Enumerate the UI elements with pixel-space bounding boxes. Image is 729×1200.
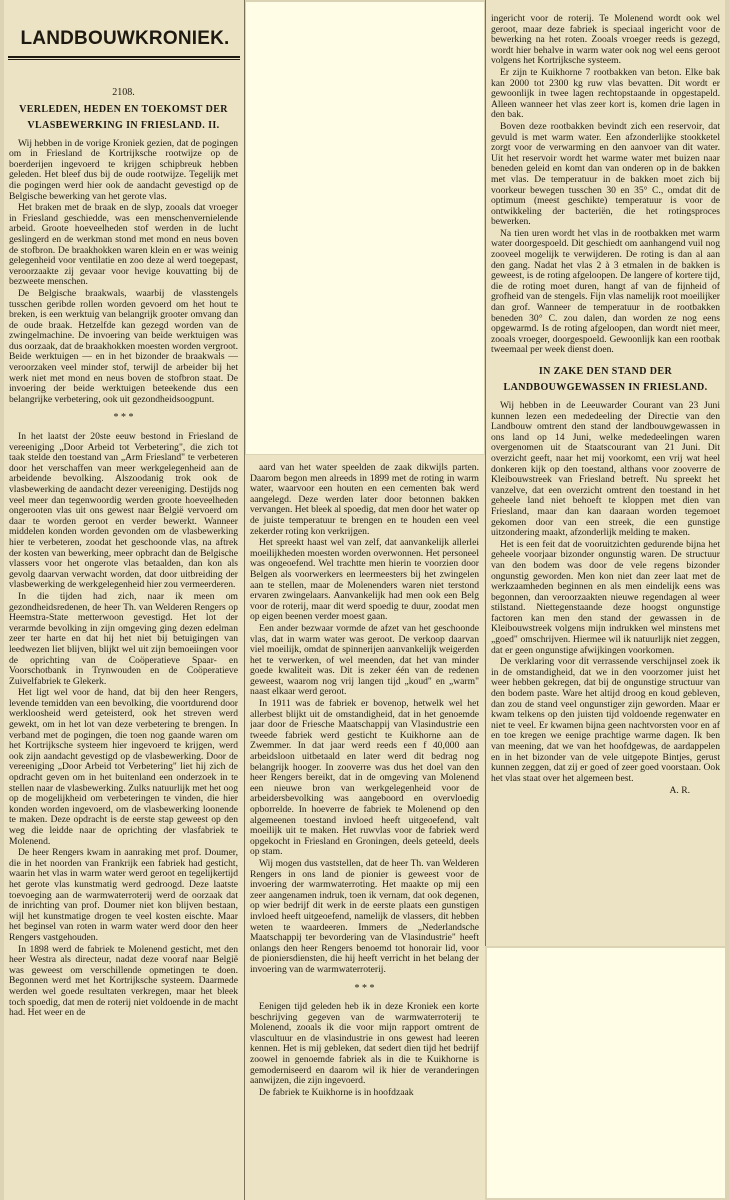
author-signature: A. R. (669, 785, 690, 797)
section-separator: * * * (354, 982, 375, 994)
middle-column-text (250, 463, 479, 1195)
paragraph: Eenigen tijd geleden heb ik in deze Kroniek een korte beschrijving gegeven van de warmwaterroterij te Molenend, zooals ik die voor mijn rapport omtrent de vlascultuur en de vlasindustrie in ons gewest had leeren kennen. Het is mij gebleken, dat sedert dien tijd het bedrijf zoowel in genoemde fabriek als in die te Kuikhorne is gemoderniseerd en daarom wil ik hier de veranderingen aanwijzen, die zijn ingevoerd. (250, 1001, 479, 1087)
paragraph: De fabriek te Kuikhorne is in hoofdzaak (259, 1086, 414, 1098)
paragraph: Boven deze rootbakken bevindt zich een reservoir, dat gevuld is met warm water. Een afzonderlijke stookketel zorgt voor de verwarming en den aanvoer van dit water. Uit het reservoir wordt het warme water met buizen naar beneden geleid en komt dan van onderen op in de bakken met vlas. De temperatuur in de bakken moet zich bij voorkeur bewegen tusschen 30 en 35° C., omdat dit de optimum (meest geschikte) temperatuur is voor de ontwikkeling der bacteriën, die het rotingsproces bewerken. (491, 120, 720, 228)
blank-panel-top-middle (246, 2, 484, 454)
blank-panel-bottom-right (487, 948, 725, 1198)
section-heading: IN ZAKE DEN STAND DER LANDBOUWGEWASSEN IN FRIESLAND. (503, 366, 708, 393)
section-separator: * * * (113, 412, 134, 424)
paragraph: ingericht voor de roterij. Te Molenend wordt ook wel geroot, maar deze fabriek is speciaal ingericht voor de bewerking na het roten. Zooals vroeger reeds is gezegd, wordt hier behalve in warm water ook nog wel eens geroot volgens het Kortrijksche systeem. (491, 14, 720, 67)
chronicle-number: 2108. (112, 87, 135, 98)
title-rule (8, 56, 240, 58)
paragraph: Wij mogen dus vaststellen, dat de heer Th. van Welderen Rengers in ons land de pionier is geweest voor de invoering der warmwaterroting. Het maakte op mij een zeer aangenamen indruk, toen ik vernam, dat ook degenen, op wier bedrijf dit werk in de eerste plaats een gunstigen invloed heeft uitgeoefend, namelijk de vlassers, dit hebben weten te waardeeren. Immers de „Nederlandsche Maatschappij ter bevordering van de Vlasindustrie" heeft onlangs den heer Rengers benoemd tot honorair lid, voor de pioniersdiensten, die hij heeft verricht in het belang der invoering van de warmwaterroterij. (250, 857, 479, 975)
left-column-text (9, 82, 238, 1194)
paragraph: In 1911 was de fabriek er bovenop, hetwelk wel het allerbest blijkt uit de omstandigheid, dat in het genoemde jaar door de Friesche Maatschappij van Vlasindustrie een tweede fabriek werd gesticht te Kuikhorne aan de Zwemmer. In dat jaar werd reeds een f 40,000 aan arbeidsloon uitbetaald en later werd dit bedrag nog belangrijk hooger. In zooverre was dus het doel van den heer Rengers bereikt, dat in de omgeving van Molenend een nieuwe bron van werkgelegenheid voor de arbeidersbevolking was aangeboord en overvloedig opborrelde. In hoeverre de fabriek te Molenend op den algemeenen toestand invloed heeft uitgeoefend, valt moeilijk uit te maken. Het ruwvlas voor de fabriek werd opgekocht in Friesland en Groningen, deels geteeld, deels op stam. (250, 698, 479, 858)
paragraph: Er zijn te Kuikhorne 7 rootbakken van beton. Elke bak kan 2000 tot 2300 kg ruw vlas bevatten. Dit wordt er gewoonlijk in twee lagen rechtopstaande in opgestapeld. Alleen wanneer het vlas zeer kort is, komen drie lagen in den bak. (491, 66, 720, 121)
paragraph: Het spreekt haast wel van zelf, dat aanvankelijk allerlei moeilijkheden moesten worden overwonnen. Het personeel was ongeoefend. Wel trachtte men hierin te voorzien door Belgen als voorwerkers en leermeesters bij het zwingelen aan te stellen, maar de Molenenders waren niet terstond ervaren zwingelaars. Aanvankelijk had men ook een Belg voor de roterij, maar dit werd spoedig te duur, zoodat men op eigen beenen verder moest gaan. (250, 537, 479, 623)
paragraph: De verklaring voor dit verrassende verschijnsel zoek ik in de omstandigheid, dat we in den voorzomer juist het weer hebben gekregen, dat bij de ongunstige structuur van den bodem paste. Ware het altijd droog en koud gebleven, dan zou de stand veel ongunstiger zijn geworden. Maar er kwam telkens op den juisten tijd voldoende regenwater en niet te veel. Er kwamen bijna geen nachtvorsten voor en af en toe kregen we eenige prachtige warme dagen. Ik ben van meening, dat we van het hoofdgewas, de aardappelen en in het bizonder van de vele uitgepote Bintjes, gerust kunnen zeggen, dat zij er goed of zeer goed voorstaan. Ook het vlas staat over het algemeen best. (491, 656, 720, 784)
paragraph: Een ander bezwaar vormde de afzet van het geschoonde vlas, dat in warm water was geroot. De verkoop daarvan viel moeilijk, omdat de spinnerijen aanvankelijk weigerden het te verwerken, of wel meenden, dat het van minder goede kwaliteit was. Dit is zeker één van de redenen geweest, waarom nog vrij langen tijd „koud" en „warm" naast elkaar werd geroot. (250, 622, 479, 698)
column-divider (485, 0, 486, 946)
paragraph: Wij hebben in de vorige Kroniek gezien, dat de pogingen om in Friesland de Kortrijksche rootwijze op de boerderijen ingevoerd te krijgen schipbreuk hebben geleden. Het bleef dus bij de oude rootwijze. Tegelijk met die pogingen werd hier ook de aandacht gevestigd op de Belgische bewerking van het gerote vlas. (9, 137, 238, 202)
page-title: LANDBOUWKRONIEK. (20, 28, 230, 49)
article-subheading: VERLEDEN, HEDEN EN TOEKOMST DER VLASBEWERKING IN FRIESLAND. II. (19, 103, 228, 131)
paragraph: Het braken met de braak en de slyp, zooals dat vroeger in Friesland geschiedde, was een menschenvernielende arbeid. Groote hoeveelheden stof werden in de lucht geslingerd en de werkman stond met mond en neus boven de stofbron. De braakhokken waren klein en er was weinig gelegenheid voor ventilatie en zoo deze al werd toegepast, veroorzaakte zij gevaar voor hevige kouvatting bij de bezweete menschen. (9, 202, 238, 288)
title-rule (8, 59, 240, 60)
paragraph: Wij hebben in de Leeuwarder Courant van 23 Juni kunnen lezen een mededeeling der Directie van den Landbouw omtrent den stand der landbouwgewassen in ons land op 14 Juni, welke mededeelingen waren overgenomen uit de Staatscourant van 21 Juni. Dit overzicht geeft, naar het mij voorkomt, een vrij wat heel donkeren kijk op den toestand, althans voor zooverre de Kleibouwstreek van Friesland betreft. Nu spreekt het vanzelve, dat een overzicht omtrent den toestand in het geheele land niet behoeft te kloppen met dien van Friesland, maar dan kan daaraan worden tegemoet gekomen door van een streek, die een gunstige uitzondering maakt, afzonderlijk melding te maken. (491, 400, 720, 539)
paragraph: In 1898 werd de fabriek te Molenend gesticht, met den heer Westra als directeur, nadat deze vooraf naar België was geweest om verschillende opmetingen te doen. Begonnen werd met het Kortrijksche systeem. Daarmede werden wel goede resultaten verkregen, maar het bleek toch spoedig, dat men de roterij niet voldoende in de macht had. Het weer en de (9, 943, 238, 1019)
paragraph: Het is een feit dat de vooruitzichten gedurende bijna het geheele voorjaar bizonder ongunstig waren. De structuur van den bodem was door de vele regens bizonder ongunstig geworden. Men kon niet dan zeer laat met de werkzaamheden beginnen en als men eindelijk eens was begonnen, dan veroorzaakten nieuwe regendagen al weer stilstand. Niettegenstaande deze hoogst ongunstige factoren kan men den stand der gewassen in de Kleibouwstreek volgens mijn indrukken wel minstens met „goed" omschrijven. Hiermee wil ik natuurlijk niet zeggen, dat er geen ongunstige afwijkingen voorkomen. (491, 538, 720, 656)
paragraph: Het ligt wel voor de hand, dat bij den heer Rengers, levende temidden van een bevolking, die voortdurend door werkloosheid werd geteisterd, ook het streven werd gewekt, om in het lot van deze verbetering te brengen. In verband met de pogingen, die toen nog gaande waren om het Kortrijksche systeem hier ingevoerd te krijgen, werd ook zijn aandacht gevestigd op de vlasbewerking. Door de vereeniging „Door Arbeid tot Verbetering" liet hij zich de opdracht geven om in het buitenland een onderzoek in te stellen naar de vlasbewerking. Zulks natuurlijk met het oog op de mogelijkheid om verbeteringen te vinden, die hier konden worden ingevoerd, om de vlasbewerking loonende te maken. Deze opdracht is de eerste stap geweest op den weg die leidde naar de oprichting der vlasfabriek te Molenend. (9, 687, 238, 847)
column-divider (244, 0, 245, 1200)
paragraph: Na tien uren wordt het vlas in de rootbakken met warm water doorgespoeld. Dit geschiedt om aanhangend vuil nog zooveel mogelijk te verwijderen. De roting is dan al aan den gang. Nadat het vlas 2 à 3 etmalen in de bakken is geweest, is de roting afgeloopen. De langere of kortere tijd, die de roting moet duren, hangt af van de fijnheid of grofheid van de stengels. Fijn vlas namelijk root moeilijker dan grof. Wanneer de temperatuur in de rootbakken beneden 30° C. zou dalen, dan worden ze nog eens opgewarmd. Is de roting afgeloopen, dan wordt niet meer, zooals vroeger, doorgespoeld. Gewoonlijk kan een rootbak tweemaal per week dienst doen. (491, 227, 720, 356)
paragraph: aard van het water speelden de zaak dikwijls parten. Daarom begon men alreeds in 1899 met de roting in warm water, waarvoor een houten en een cementen bak werd aangelegd. Deze werden later door betonnen bakken vervangen. Het bleek al spoedig, dat men door het water op de juiste temperatuur te brengen en te houden een veel zekerder roting kon verkrijgen. (250, 463, 479, 537)
paragraph: De heer Rengers kwam in aanraking met prof. Doumer, die in het noorden van Frankrijk een fabriek had gesticht, waarin het vlas in warm water werd geroot en tegelijkertijd het gerote vlas kunstmatig werd gedroogd. Deze laatste toevoeging aan de warmwaterroterij werd de oorzaak dat de inrichting van prof. Doumer niet kon blijven bestaan, wijl het kunstmatige drogen te veel kosten eischte. Maar het beginsel van roten in warm water werd door den heer Rengers vastgehouden. (9, 847, 238, 943)
paragraph: In die tijden had zich, naar ik meen om gezondheidsredenen, de heer Th. van Welderen Rengers op Heemstra-State metterwoon gevestigd. Het lot der verarmde bevolking in zijn omgeving ging dezen edelman zeer ter harte en dat hij het niet bij betuigingen van leedwezen liet blijven, blijkt wel uit zijn bemoeiingen voor de oprichting van de Coöperatieve Spaar- en Voorschotbank in Trynwouden en de Coöperatieve Zuivelfabriek te Glekerk. (9, 590, 238, 687)
paragraph: De Belgische braakwals, waarbij de vlasstengels tusschen geribde rollen worden gevoerd om het hout te breken, is een werktuig van belangrijk grooter omvang dan de oude braak. Hetzelfde kan gezegd worden van de zwingelmachine. De invoering van beide werktuigen was dus oorzaak, dat de braakhokken moesten worden vergroot. Beide werktuigen — en in het bizonder de braakwals — veroorzaken veel minder stof, terwijl de arbeider bij het werk niet met mond en neus boven de stofbron staat. De invoering der beide werktuigen beteekende dus een belangrijke verbetering, ook uit gezondheidsoogpunt. (9, 287, 238, 405)
right-column-text (491, 14, 720, 942)
paragraph: In het laatst der 20ste eeuw bestond in Friesland de vereeniging „Door Arbeid tot Verbetering", die zich tot taak stelde den toestand van „Arm Friesland" te verbeteren door het verschaffen van meer werkgelegenheid aan de arbeidende bevolking. Alszoodanig trok ook de vlasbewerking de aandacht dezer vereeniging. Destijds nog veel meer dan tegenwoordig werden groote hoeveelheden ongerooten vlas uit ons gewest naar België vervoerd om daar te worden geroot en verder bewerkt. Wanneer middelen konden worden gevonden om de vlasbewerking hier te verbeteren, zoodat het geschoonde vlas, na aftrek der kosten van bewerking, meer opbracht dan de Belgische vlassers voor het ongerote vlas betaalden, dan kon als gevolg daarvan verwacht worden, dat door uitbreiding der vlasbewerking de werkgelegenheid hier zou vermeerderen. (9, 431, 238, 591)
